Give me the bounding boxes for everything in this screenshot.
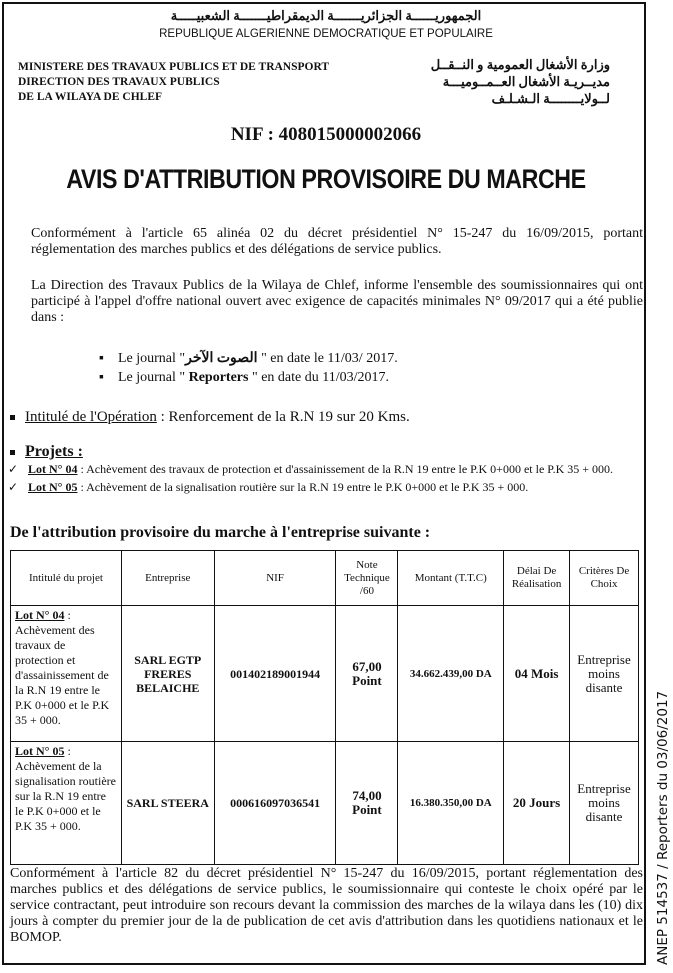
header-cell: Note Technique /60	[336, 551, 398, 606]
delai-cell: 04 Mois	[504, 606, 570, 742]
document-frame	[2, 2, 646, 965]
lot-label: Lot N° 04	[28, 462, 78, 476]
project-cell	[11, 606, 122, 742]
header-cell: Critères De Choix	[570, 551, 639, 606]
checkmark-icon: ✓	[8, 462, 19, 476]
table-header-row	[11, 551, 639, 606]
journal-prefix: Le journal "	[117, 370, 189, 385]
operation-label: Intitulé de l'Opération	[25, 409, 157, 425]
journal-list	[99, 349, 398, 387]
bullet-square-icon	[10, 415, 15, 420]
header-cell: Intitulé du projet	[11, 551, 122, 606]
header-arabic-line: وزارة الأشغال العمومية و النــقــل	[430, 57, 610, 72]
journal-item	[119, 368, 398, 387]
lot-item	[8, 462, 644, 477]
journal-name: Reporters	[188, 370, 249, 385]
montant-cell: 16.380.350,00 DA	[398, 742, 504, 865]
operation-line	[10, 409, 410, 426]
bullet-square-icon	[10, 450, 15, 455]
journal-suffix: " en date du 11/03/2017.	[248, 370, 389, 385]
lot-text: : Achèvement de la signalisation routière sur la R.N 19 entre le P.K 0+000 et le P.K 35 + 000.	[77, 480, 529, 494]
lot-label: Lot N° 05	[28, 480, 78, 494]
nif-cell: 001402189001944	[214, 606, 336, 742]
header-french-block	[18, 60, 329, 105]
operation-value: : Renforcement de la R.N 19 sur 20 Kms.	[156, 409, 410, 425]
page-title: AVIS D'ATTRIBUTION PROVISOIRE DU MARCHE	[66, 164, 586, 194]
note-cell	[336, 742, 398, 865]
journal-suffix: " en date le 11/03/ 2017.	[257, 351, 398, 366]
publication-note: ANEP 514537 / Reporters du 03/06/2017	[655, 690, 671, 965]
header-cell: Entreprise	[121, 551, 214, 606]
project-desc: : Achèvement des travaux de protection et d'assainissement de la R.N 19 entre le P.K 0+000 et le P.K 35 + 000.	[15, 608, 110, 727]
checkmark-icon: ✓	[8, 480, 19, 494]
header-french-line: DIRECTION DES TRAVAUX PUBLICS	[18, 76, 220, 88]
projets-label: Projets :	[25, 443, 83, 460]
header-french-top: REPUBLIQUE ALGERIENNE DEMOCRATIQUE ET POPULAIRE	[159, 28, 493, 40]
criteres-cell: Entreprise moins disante	[570, 742, 639, 865]
lots-list	[8, 462, 644, 498]
entreprise-cell: SARL STEERA	[121, 742, 214, 865]
lot-text: : Achèvement des travaux de protection et d'assainissement de la R.N 19 entre le P.K 0+000 et le P.K 35 + 000.	[77, 462, 614, 476]
header-french-line: DE LA WILAYA DE CHLEF	[18, 91, 163, 103]
lot-item	[8, 480, 644, 495]
project-desc: : Achèvement de la signalisation routière sur la R.N 19 entre le P.K 0+000 et le P.K 35 + 000.	[15, 744, 116, 833]
section-title: De l'attribution provisoire du marche à l'entreprise suivante :	[10, 524, 431, 541]
note-cell	[336, 606, 398, 742]
footer-paragraph: Conformément à l'article 82 du décret présidentiel N° 15-247 du 16/09/2015, portant réglementation des marches publics et des délégations de service publics, le soumissionnaire qui conteste le choix opéré par le service contractant, peut introduire son recours devant la commission des marches de la wilaya dans les (10) dix jours à compter du premier jour de la de publication de cet avis d'attribution dans les quotidiens nationaux et le BOMOP.	[10, 866, 643, 945]
nif-number: NIF : 408015000002066	[230, 124, 422, 145]
header-french-line: MINISTERE DES TRAVAUX PUBLICS ET DE TRANSPORT	[18, 61, 330, 73]
note-value: 67,00 Point	[352, 658, 382, 688]
header-arabic-block	[431, 56, 610, 107]
entreprise-cell: SARL EGTP FRERES BELAICHE	[121, 606, 214, 742]
header-arabic-top: الجمهوريــــــة الجزائريـــــــة الديمقراطيـــــــة الشعبيـــــة	[170, 8, 482, 23]
table-row	[11, 606, 639, 742]
note-value: 74,00 Point	[352, 788, 382, 817]
journal-name: الصوت الآخر	[185, 351, 258, 366]
projets-heading	[10, 443, 83, 461]
header-cell: Montant (T.T.C)	[398, 551, 504, 606]
paragraph-intro: Conformément à l'article 65 alinéa 02 du décret présidentiel N° 15-247 du 16/09/2015, portant réglementation des marches publics et des délégations de service publics.	[31, 226, 643, 257]
lot-label: Lot N° 04	[15, 608, 65, 622]
header-arabic-line: مديــريـة الأشغال العــمــوميـــة	[442, 74, 610, 89]
header-cell: NIF	[214, 551, 336, 606]
lot-label: Lot N° 05	[15, 744, 65, 758]
nif-cell: 000616097036541	[214, 742, 336, 865]
criteres-cell: Entreprise moins disante	[570, 606, 639, 742]
attribution-table	[10, 550, 639, 865]
header-arabic-line: لــولايــــــــة الـشـلـف	[491, 91, 610, 106]
journal-item	[119, 349, 398, 368]
header-cell: Délai De Réalisation	[504, 551, 570, 606]
side-strip	[647, 0, 673, 973]
montant-cell: 34.662.439,00 DA	[398, 606, 504, 742]
delai-cell: 20 Jours	[504, 742, 570, 865]
table-row	[11, 742, 639, 865]
journal-prefix: Le journal "	[117, 351, 186, 366]
project-cell	[11, 742, 122, 865]
paragraph-direction: La Direction des Travaux Publics de la Wilaya de Chlef, informe l'ensemble des soumissionnaires qui ont participé à l'appel d'offre national ouvert avec exigence de capacités minimales N° 09/2017 qui a été publie dans :	[31, 278, 643, 325]
